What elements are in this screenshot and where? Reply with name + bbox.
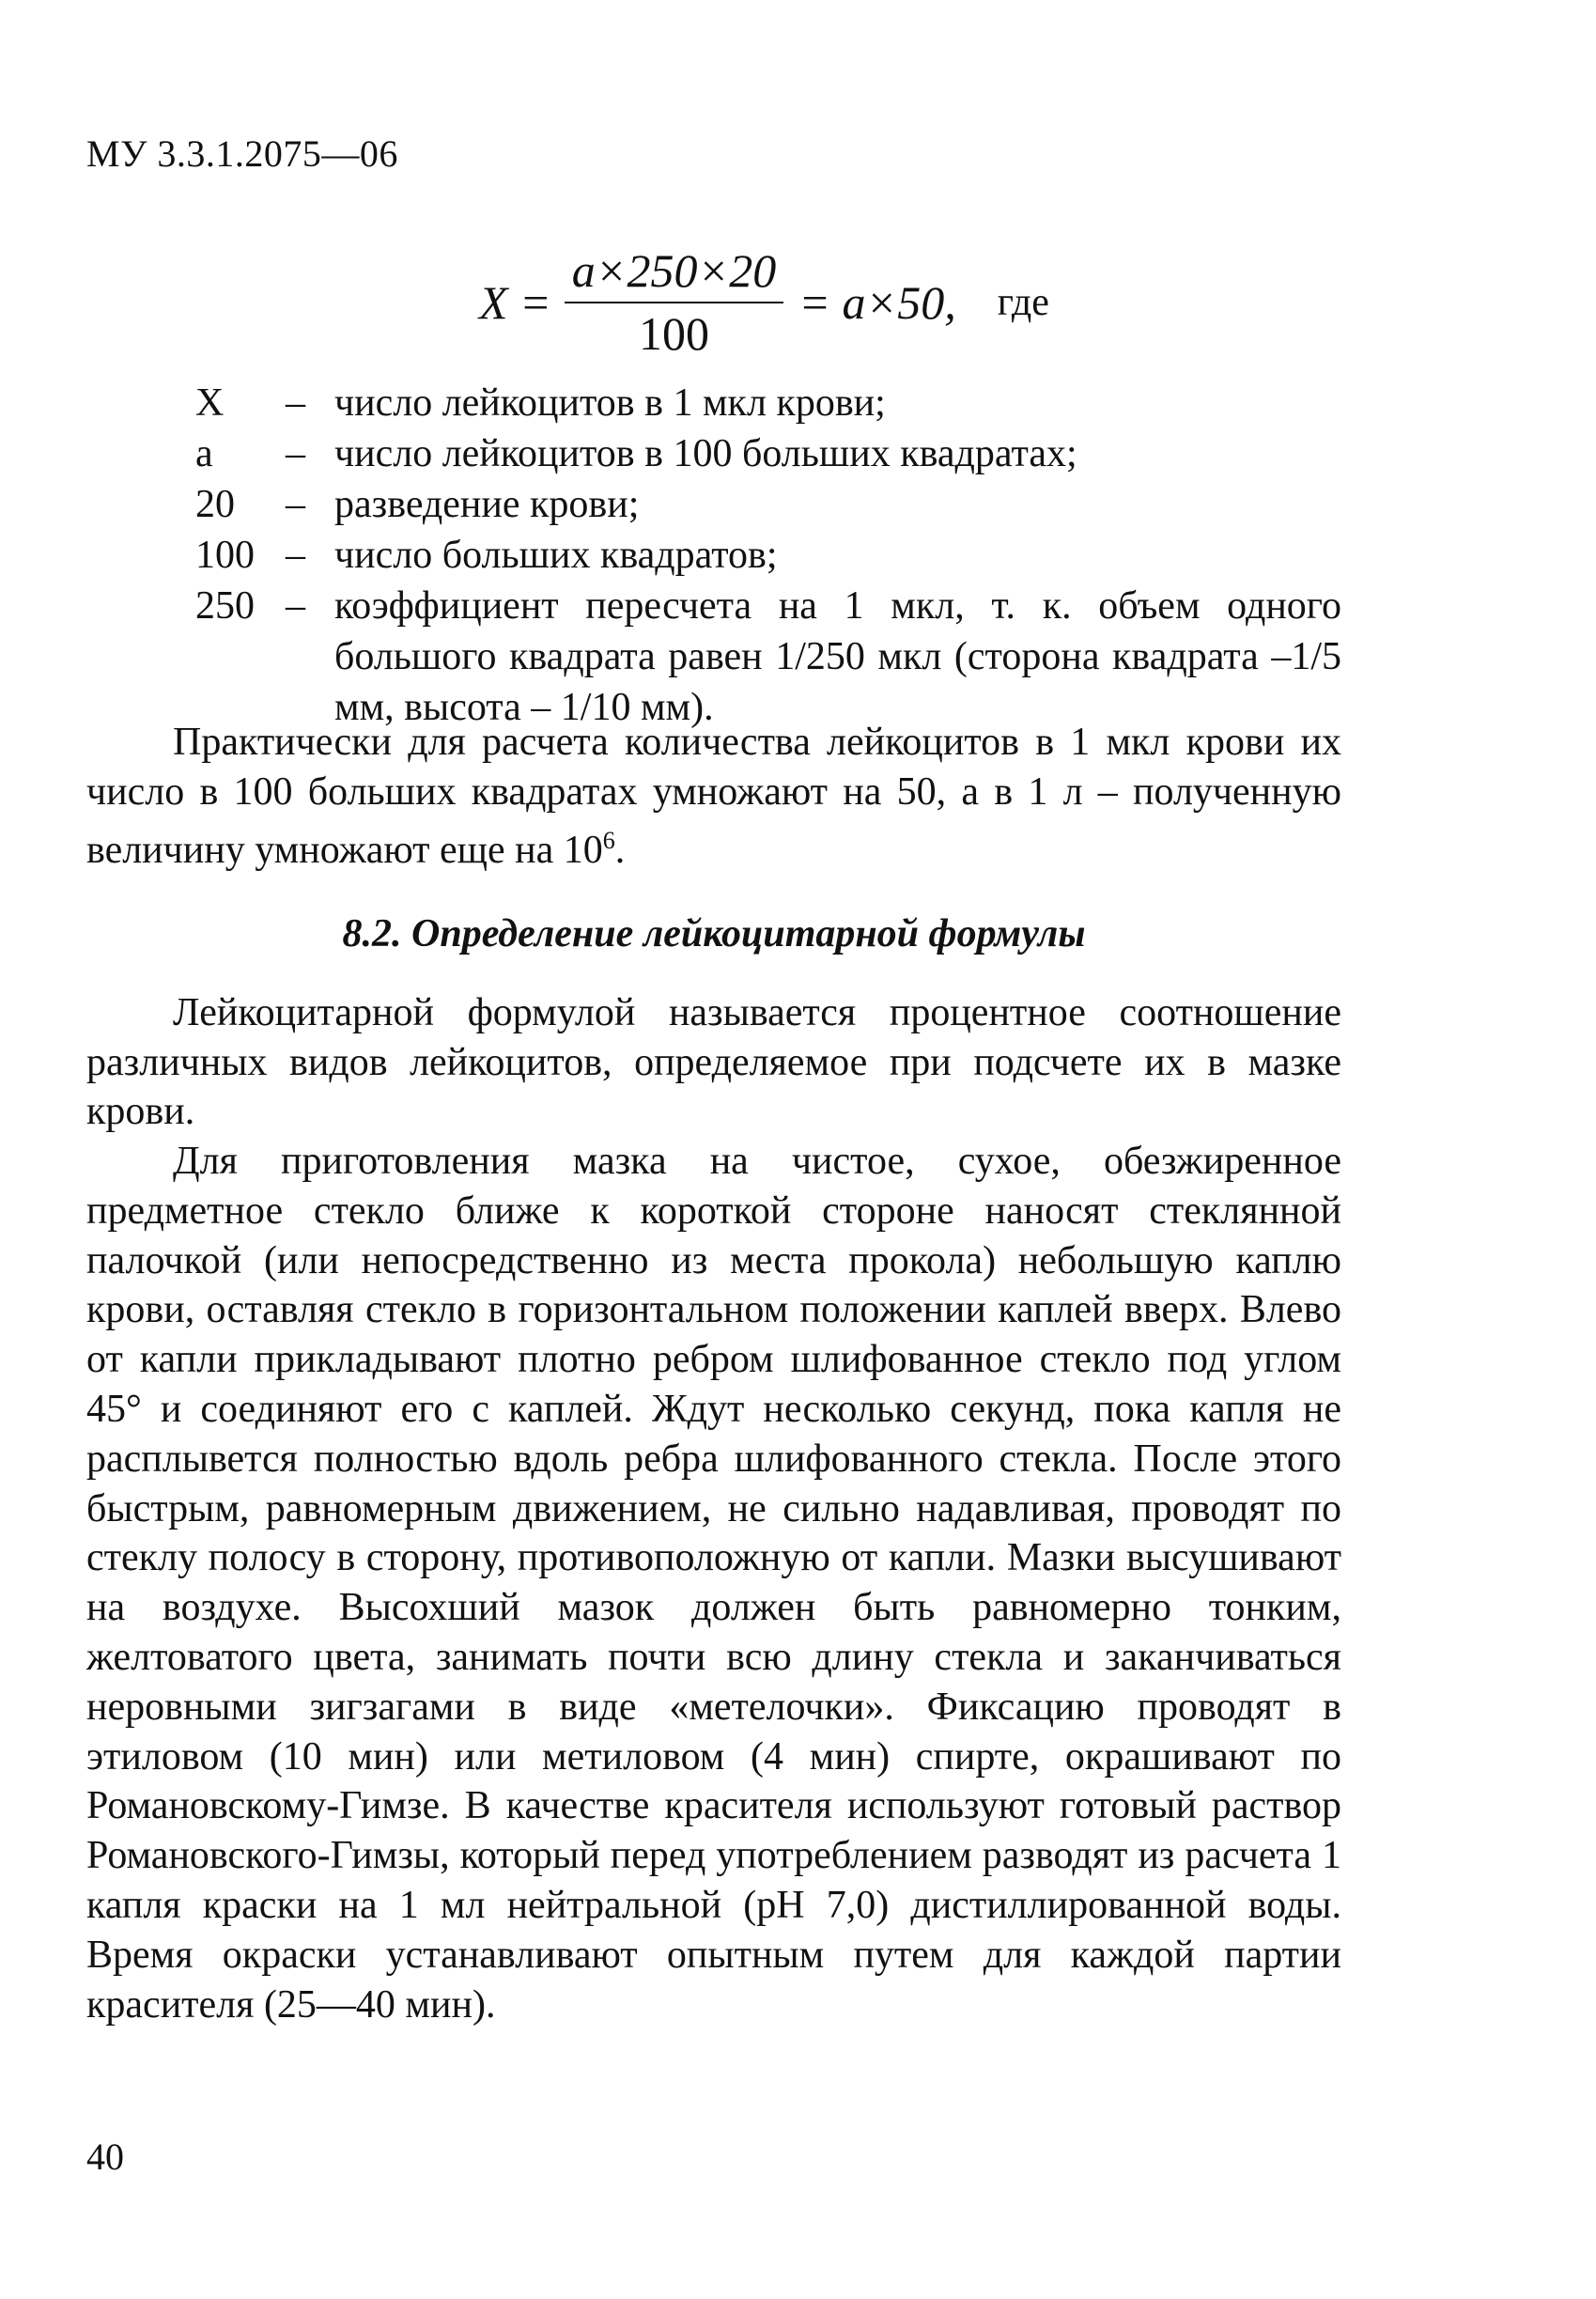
definition-symbol: Х <box>195 381 225 425</box>
formula-lhs: X = <box>479 275 551 329</box>
definition-text: коэффициент пересчета на 1 мкл, т. к. объем одного большого квадрата равен 1/250 мкл (сторона квадрата –1/5 мм, высота – 1/10 мм). <box>334 584 1341 729</box>
definition-symbol: 20 <box>195 483 235 526</box>
definition-row <box>195 378 1341 428</box>
definition-row <box>195 479 1341 530</box>
procedure-paragraph: Для приготовления мазка на чистое, сухое, обезжиренное предметное стекло ближе к короткой стороне наносят стеклянной палочкой (или непосредственно из места прокола) небольшую каплю крови, оставляя стекло в горизонтальном положении каплей вверх. Влево от капли прикладывают плотно ребром шлифованное стекло под углом 45° и соединяют его с каплей. Ждут несколько секунд, пока капля не расплывется полностью вдоль ребра шлифованного стекла. После этого быстрым, равномерным движением, не сильно надавливая, проводят по стеклу полосу в сторону, противоположную от капли. Мазки высушивают на воздухе. Высохший мазок должен быть равномерно тонким, желтоватого цвета, занимать почти всю длину стекла и заканчиваться неровными зигзагами в виде «метелочки». Фиксацию проводят в этиловом (10 мин) или метиловом (4 мин) спирте, окрашивают по Романовскому-Гимзе. В качестве красителя используют готовый раствор Романовского-Гимзы, который перед употреблением разводят из расчета 1 капля краски на 1 мл нейтральной (рН 7,0) дистиллированной воды. Время окраски устанавливают опытным путем для каждой партии красителя (25—40 мин). <box>86 1140 1341 2027</box>
definition-dash: – <box>286 584 305 628</box>
definition-symbol: а <box>195 432 213 475</box>
definition-text: разведение крови; <box>334 483 640 526</box>
section-heading: 8.2. Определение лейкоцитарной формулы <box>342 912 1086 955</box>
formula-numerator: a×250×20 <box>565 246 783 303</box>
calculation-exponent: 6 <box>602 827 615 854</box>
definition-text: число больших квадратов; <box>334 534 778 577</box>
formula-fraction <box>565 246 783 358</box>
calculation-paragraph <box>86 718 1341 876</box>
document-code: МУ 3.3.1.2075—06 <box>86 132 398 175</box>
definition-symbol: 100 <box>195 534 255 577</box>
leukocyte-formula <box>479 246 1049 358</box>
definition-row <box>195 581 1341 733</box>
definition-dash: – <box>286 483 305 526</box>
definition-paragraph: Лейкоцитарной формулой называется процентное соотношение различных видов лейкоцитов, определяемое при подсчете их в мазке крови. <box>86 991 1341 1133</box>
calculation-text: Практически для расчета количества лейкоцитов в 1 мкл крови их число в 100 больших квадратах умножают на 50, а в 1 л – полученную величину умножают еще на 10 <box>86 721 1341 872</box>
formula-rhs: = a×50, <box>798 275 956 329</box>
definition-text: число лейкоцитов в 100 больших квадратах; <box>334 432 1077 475</box>
definition-dash: – <box>286 534 305 577</box>
calculation-end: . <box>614 829 626 872</box>
variable-definitions <box>195 378 1341 733</box>
definition-text: число лейкоцитов в 1 мкл крови; <box>334 381 886 425</box>
definition-dash: – <box>286 381 305 425</box>
formula-denominator: 100 <box>639 306 710 360</box>
definition-dash: – <box>286 432 305 475</box>
formula-where: где <box>997 280 1049 324</box>
definition-row <box>195 428 1341 479</box>
definition-row <box>195 530 1341 581</box>
definition-symbol: 250 <box>195 584 255 628</box>
page-number: 40 <box>86 2136 124 2178</box>
